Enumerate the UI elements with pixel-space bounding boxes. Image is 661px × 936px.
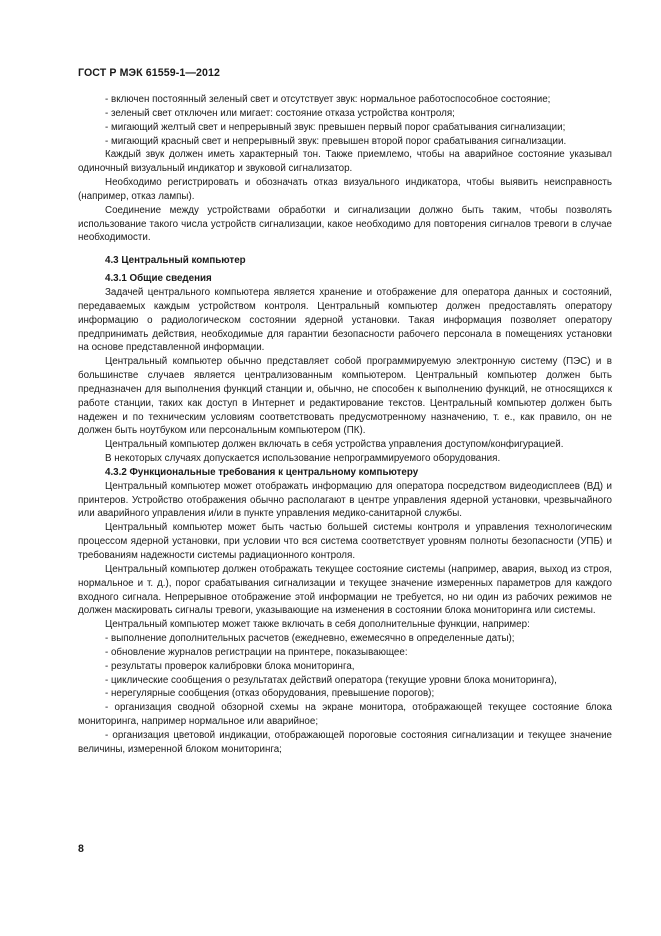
page-number: 8 <box>78 843 84 855</box>
paragraph: Каждый звук должен иметь характерный тон. Также приемлемо, чтобы на аварийное состояние указывал одиночный визуальный индикатор и звуковой сигнализатор. <box>78 149 612 175</box>
list-item: - организация цветовой индикации, отображающей пороговые состояния сигнализации и текущее значение величины, измеренной блоком мониторинга; <box>78 729 612 755</box>
list-item: - результаты проверок калибровки блока мониторинга, <box>105 660 355 672</box>
paragraph: Центральный компьютер может отображать информацию для оператора посредством видеодисплеев (ВД) и принтеров. Устройство отображения обычно располагают в центре управления ядерной установки, чрезвычайного или аварийного управления и/или в пункте управления медико-санитарной службы. <box>78 480 612 520</box>
document-body <box>78 93 612 757</box>
paragraph: Центральный компьютер обычно представляет собой программируемую электронную систему (ПЭС) и в большинстве случаев является централизованным компьютером. Центральный компьютер должен быть предназначен для выполнения функций станции и, обычно, не способен к выполнению функций, не относящихся к работе станции, таких как доступ в Интернет и редактирование текстов. Центральный компьютер должен быть надежен и по техническим условиям соответствовать предусмотренному назначению, т. е., как правило, он не должен быть ноутбуком или персональным компьютером (ПК). <box>78 356 612 437</box>
list-item: - зеленый свет отключен или мигает: состояние отказа устройства контроля; <box>105 107 455 119</box>
paragraph: Центральный компьютер может также включать в себя дополнительные функции, например: <box>105 619 530 631</box>
paragraph: Центральный компьютер должен отображать текущее состояние системы (например, авария, выход из строя, нормальное и т. д.), порог срабатывания сигнализации и текущее значение измеренных параметров для каждого входного сигнала. Непрерывное отображение этой информации не требуется, но ни один из рабочих режимов не должен маскировать сигналы тревоги, указывающие на изменения в состоянии блока мониторинга или системы. <box>78 563 612 617</box>
list-item: - организация сводной обзорной схемы на экране монитора, отображающей текущее состояние блока мониторинга, например нормальное или аварийное; <box>78 702 612 728</box>
list-item: - циклические сообщения о результатах действий оператора (текущие уровни блока мониторинга), <box>105 674 557 686</box>
list-item: - мигающий желтый свет и непрерывный звук: превышен первый порог срабатывания сигнализации; <box>105 121 566 133</box>
paragraph: В некоторых случаях допускается использование непрограммируемого оборудования. <box>105 453 501 465</box>
list-item: - включен постоянный зеленый свет и отсутствует звук: нормальное работоспособное состояние; <box>105 94 551 105</box>
paragraph: Задачей центрального компьютера является хранение и отображение для оператора данных и состояний, передаваемых каждым устройством контроля. Центральный компьютер должен предоставлять оператору информацию о радиологическом состоянии ядерной установки. Такая информация позволяет оператору предпринимать действия, необходимые для гарантии безопасности рабочего персонала в помещениях установки на основе представленной информации. <box>78 286 612 354</box>
section-heading-4-3: 4.3 Центральный компьютер <box>105 255 246 267</box>
list-item: - нерегулярные сообщения (отказ оборудования, превышение порогов); <box>105 688 435 700</box>
list-item: - обновление журналов регистрации на принтере, показывающее: <box>105 646 408 658</box>
paragraph: Соединение между устройствами обработки и сигнализации должно быть таким, чтобы позволять использование такого числа устройств сигнализации, какое необходимо для повторения сигналов тревоги в случае необходимости. <box>78 204 612 244</box>
list-item: - выполнение дополнительных расчетов (ежедневно, ежемесячно в определенные даты); <box>105 633 515 645</box>
paragraph: Центральный компьютер должен включать в себя устройства управления доступом/конфигурацией. <box>105 439 564 451</box>
list-item: - мигающий красный свет и непрерывный звук: превышен второй порог срабатывания сигнализации. <box>105 135 567 147</box>
paragraph: Центральный компьютер может быть частью большей системы контроля и управления технологическим процессом ядерной установки, при условии что вся система соответствует уровням полноты безопасности (УПБ) и требованиям надежности системы радиационного контроля. <box>78 522 612 561</box>
document-header: ГОСТ Р МЭК 61559-1—2012 <box>78 67 221 79</box>
paragraph: Необходимо регистрировать и обозначать отказ визуального индикатора, чтобы выявить неисправность (например, отказ лампы). <box>78 177 612 202</box>
subsection-heading-4-3-2: 4.3.2 Функциональные требования к центральному компьютеру <box>105 466 419 478</box>
subsection-heading-4-3-1: 4.3.1 Общие сведения <box>105 273 212 285</box>
